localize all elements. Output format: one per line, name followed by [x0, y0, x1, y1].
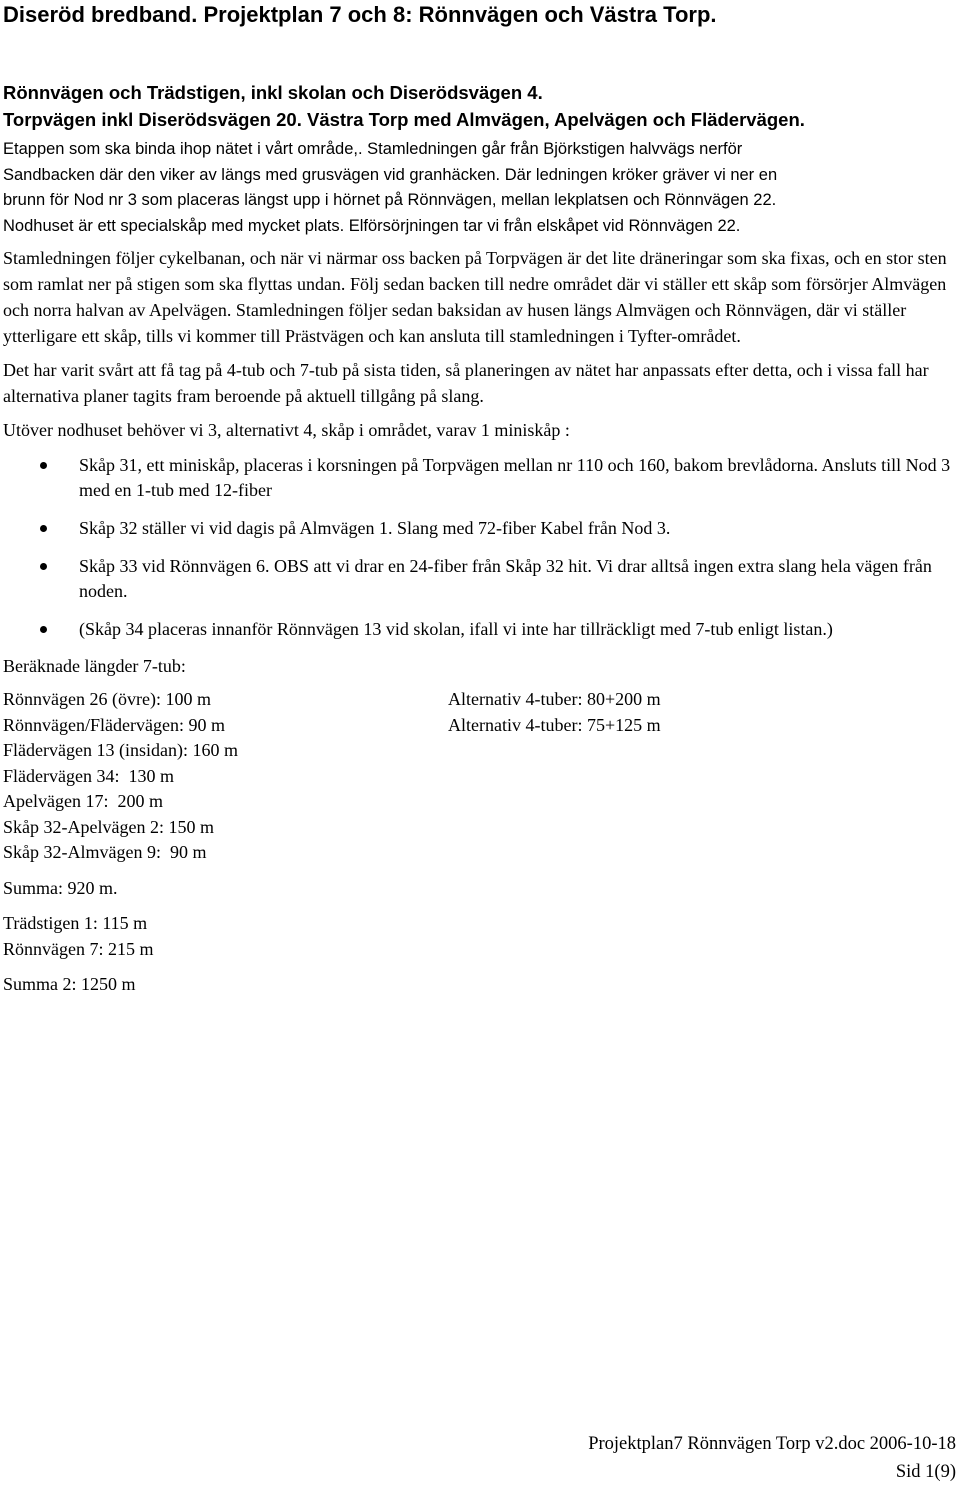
document-title: Diseröd bredband. Projektplan 7 och 8: Rönnvägen och Västra Torp. [3, 2, 717, 27]
cabinet-item-text: Skåp 33 vid Rönnvägen 6. OBS att vi drar en 24-fiber från Skåp 32 hit. Vi drar alltså ingen extra slang hela vägen från noden. [79, 555, 932, 601]
cabinet-item-text: (Skåp 34 placeras innanför Rönnvägen 13 vid skolan, ifall vi inte har tillräckligt med 7-tub enligt listan.) [79, 618, 833, 639]
extra-length-item: Trädstigen 1: 115 m [3, 913, 148, 933]
footer-page-number: Sid 1(9) [895, 1462, 956, 1482]
intro-paragraph [3, 137, 955, 239]
cabinet-item-text: Skåp 31, ett miniskåp, placeras i korsningen på Torpvägen mellan nr 110 och 160, bakom brevlådorna. Ansluts till Nod 3 med en 1-tub med 12-fiber [79, 454, 951, 500]
bullet-icon [40, 462, 47, 469]
intro-line-4: Nodhuset är ett specialskåp med mycket plats. Elförsörjningen tar vi från elskåpet vid Rönnvägen 22. [3, 216, 741, 235]
cabinets-intro: Utöver nodhuset behöver vi 3, alternativt 4, skåp i området, varav 1 miniskåp : [3, 420, 570, 440]
subtitle-line-1: Rönnvägen och Trädstigen, inkl skolan och Diserödsvägen 4. [3, 82, 543, 103]
route-paragraph [3, 245, 955, 349]
spacer [3, 866, 955, 876]
length-item: Flädervägen 34: 130 m [3, 765, 174, 786]
length-item: Rönnvägen/Flädervägen: 90 m [3, 714, 225, 735]
list-item [3, 453, 955, 503]
length-item: Rönnvägen 26 (övre): 100 m [3, 689, 211, 709]
lengths-left-column [3, 687, 443, 866]
page-footer [588, 1430, 956, 1486]
length-item: Apelvägen 17: 200 m [3, 791, 163, 811]
subtitle-line-2: Torpvägen inkl Diserödsvägen 20. Västra Torp med Almvägen, Apelvägen och Flädervägen. [3, 109, 805, 130]
route-paragraph-rest: Följ sedan backen till nedre området där vi ställer ett skåp som försörjer Almvägen och norra halvan av Apelvägen. Stamledningen följer sedan baksidan av husen längs Almvägen och Rönnvägen, där vi ställer ytterligare ett skåp, tills vi kommer till Prästvägen och kan ansluta till stamledningen i Tyfter-området. [3, 274, 947, 346]
footer-filename-date: Projektplan7 Rönnvägen Torp v2.doc 2006-10-18 [588, 1434, 956, 1454]
list-item [3, 516, 955, 541]
tube-availability-paragraph: Det har varit svårt att få tag på 4-tub och 7-tub på sista tiden, så planeringen av nätet har anpassats efter detta, och i vissa fall har alternativa planer tagits fram beroende på aktuell tillgång på slang. [3, 360, 929, 406]
length-item: Flädervägen 13 (insidan): 160 m [3, 740, 238, 760]
list-item [3, 554, 955, 604]
spacer [3, 962, 955, 972]
sum-2: Summa 2: 1250 m [3, 974, 136, 994]
route-paragraph-start: Stamledningen följer cykelbanan, och när vi närmar oss backen på Torpvägen är det lite dräneringar som ska fixas, och en stor sten som ramlat ner på stigen som ska flyttas undan. [3, 248, 947, 294]
sum-1: Summa: 920 m. [3, 877, 118, 898]
list-item [3, 617, 955, 642]
lengths-heading: Beräknade längder 7-tub: [3, 655, 186, 676]
cabinet-list [3, 453, 955, 642]
intro-line-3: brunn för Nod nr 3 som placeras längst upp i hörnet på Rönnvägen, mellan lekplatsen och Rönnvägen 22. [3, 191, 777, 209]
length-item: Skåp 32-Almvägen 9: 90 m [3, 842, 207, 862]
document-content [3, 0, 955, 998]
intro-line-1: Etappen som ska binda ihop nätet i vårt område,. Stamledningen går från Björkstigen halvvägs nerför [3, 140, 743, 158]
intro-line-2: Sandbacken där den viker av längs med grusvägen vid granhäcken. Där ledningen kröker gräver vi ner en [3, 165, 778, 184]
alternative-item: Alternativ 4-tuber: 75+125 m [448, 714, 661, 735]
length-item: Skåp 32-Apelvägen 2: 150 m [3, 816, 214, 837]
alternative-item: Alternativ 4-tuber: 80+200 m [448, 689, 661, 709]
bullet-icon [40, 563, 47, 570]
bullet-icon [40, 525, 47, 532]
bullet-icon [40, 626, 47, 633]
extra-length-item: Rönnvägen 7: 215 m [3, 938, 154, 959]
lengths-right-column [448, 687, 908, 738]
spacer [3, 901, 955, 911]
cabinet-item-text: Skåp 32 ställer vi vid dagis på Almvägen 1. Slang med 72-fiber Kabel från Nod 3. [79, 517, 671, 538]
lengths-table [3, 687, 955, 866]
